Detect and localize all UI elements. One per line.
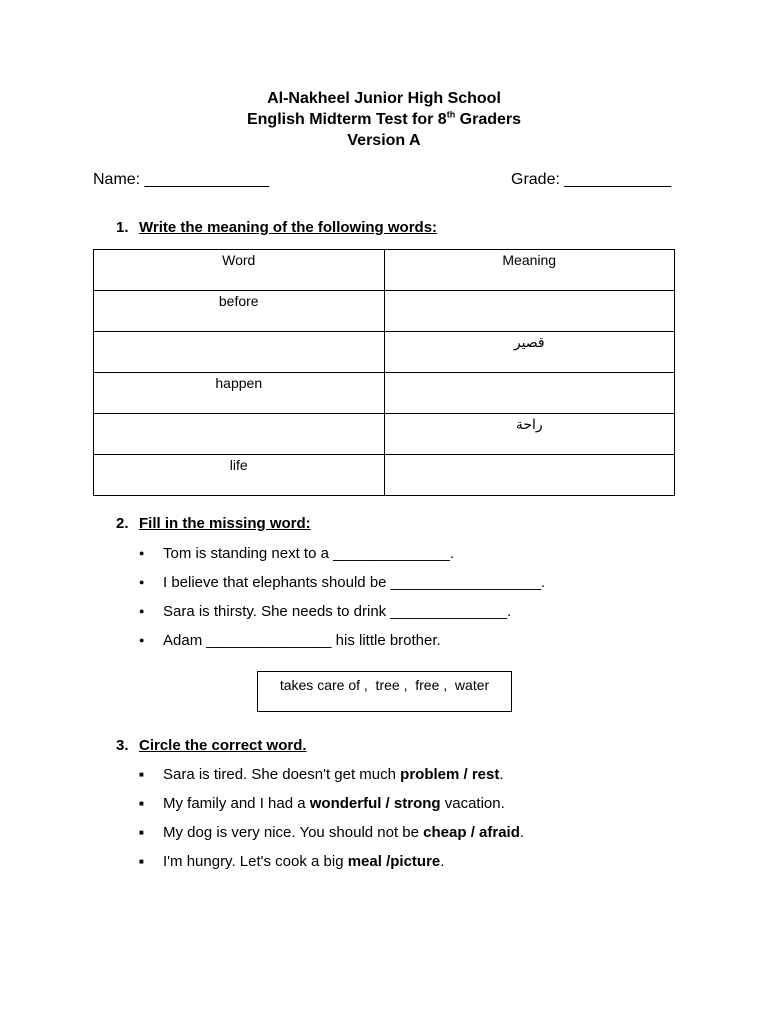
word-choice: problem / rest bbox=[400, 766, 500, 783]
bullet-icon bbox=[139, 545, 163, 562]
header-cell-word: Word bbox=[94, 250, 385, 291]
question-1-number: 1. bbox=[116, 219, 129, 236]
question-1-title: Write the meaning of the following words: bbox=[139, 219, 438, 236]
meaning-cell bbox=[384, 291, 675, 332]
arabic-meaning: راحة bbox=[515, 417, 543, 433]
question-3-heading bbox=[116, 737, 307, 754]
word-choice: wonderful / strong bbox=[309, 795, 441, 812]
fill-in-item bbox=[139, 545, 454, 562]
meaning-cell bbox=[384, 455, 675, 496]
fill-in-item bbox=[139, 632, 441, 649]
word-cell bbox=[94, 414, 385, 455]
word-choice: meal /picture bbox=[347, 853, 441, 870]
test-title-prefix: English Midterm Test for 8 bbox=[246, 111, 447, 128]
square-bullet-icon bbox=[139, 766, 163, 783]
version-label: Version A bbox=[347, 132, 421, 149]
circle-item bbox=[139, 824, 524, 841]
fill-in-sentence: I believe that elephants should be __________________. bbox=[163, 574, 545, 591]
meaning-cell bbox=[384, 332, 675, 373]
arabic-meaning: قصير bbox=[513, 335, 545, 351]
vocabulary-table bbox=[93, 249, 675, 496]
question-2-title: Fill in the missing word: bbox=[139, 515, 311, 532]
word-cell: life bbox=[94, 455, 385, 496]
sentence-text: Sara is tired. She doesn't get much bbox=[163, 766, 401, 783]
table-row bbox=[94, 291, 675, 332]
school-name: Al-Nakheel Junior High School bbox=[267, 90, 501, 107]
bullet-icon bbox=[139, 632, 163, 649]
test-title-superscript: th bbox=[446, 109, 456, 120]
fill-in-sentence: Tom is standing next to a ______________. bbox=[163, 545, 455, 562]
meaning-cell bbox=[384, 414, 675, 455]
word-choice: cheap / afraid bbox=[423, 824, 520, 841]
circle-item bbox=[139, 766, 504, 783]
sentence-text: My family and I had a bbox=[163, 795, 310, 812]
square-bullet-icon bbox=[139, 824, 163, 841]
question-2-number: 2. bbox=[116, 515, 129, 532]
sentence-end: . bbox=[499, 766, 504, 783]
question-3-number: 3. bbox=[116, 737, 129, 754]
circle-item bbox=[139, 795, 505, 812]
circle-item bbox=[139, 853, 444, 870]
square-bullet-icon bbox=[139, 795, 163, 812]
square-bullet-icon bbox=[139, 853, 163, 870]
table-row bbox=[94, 373, 675, 414]
question-2-heading bbox=[116, 515, 311, 532]
word-cell: happen bbox=[94, 373, 385, 414]
question-3-title: Circle the correct word. bbox=[139, 737, 307, 754]
fill-in-item bbox=[139, 574, 545, 591]
sentence-text: My dog is very nice. You should not be bbox=[163, 824, 424, 841]
word-cell: before bbox=[94, 291, 385, 332]
header-cell-meaning: Meaning bbox=[384, 250, 675, 291]
bullet-icon bbox=[139, 574, 163, 591]
fill-in-sentence: Adam _______________ his little brother. bbox=[163, 632, 441, 649]
table-row bbox=[94, 414, 675, 455]
fill-in-sentence: Sara is thirsty. She needs to drink ______________. bbox=[163, 603, 512, 620]
sentence-text: I'm hungry. Let's cook a big bbox=[163, 853, 348, 870]
test-title bbox=[0, 109, 768, 130]
sentence-end: . bbox=[440, 853, 445, 870]
word-bank-box: takes care of , tree , free , water bbox=[257, 671, 512, 712]
table-header-row bbox=[94, 250, 675, 291]
table-row bbox=[94, 455, 675, 496]
name-field: Name: ______________ bbox=[93, 171, 270, 188]
bullet-icon bbox=[139, 603, 163, 620]
sentence-end: . bbox=[519, 824, 525, 841]
table-row bbox=[94, 332, 675, 373]
grade-field: Grade: ____________ bbox=[511, 171, 672, 188]
sentence-end: vacation. bbox=[440, 795, 505, 812]
question-1-heading bbox=[116, 219, 437, 236]
fill-in-item bbox=[139, 603, 511, 620]
meaning-cell bbox=[384, 373, 675, 414]
document-header bbox=[0, 88, 768, 151]
word-cell bbox=[94, 332, 385, 373]
test-title-suffix: Graders bbox=[455, 111, 522, 128]
